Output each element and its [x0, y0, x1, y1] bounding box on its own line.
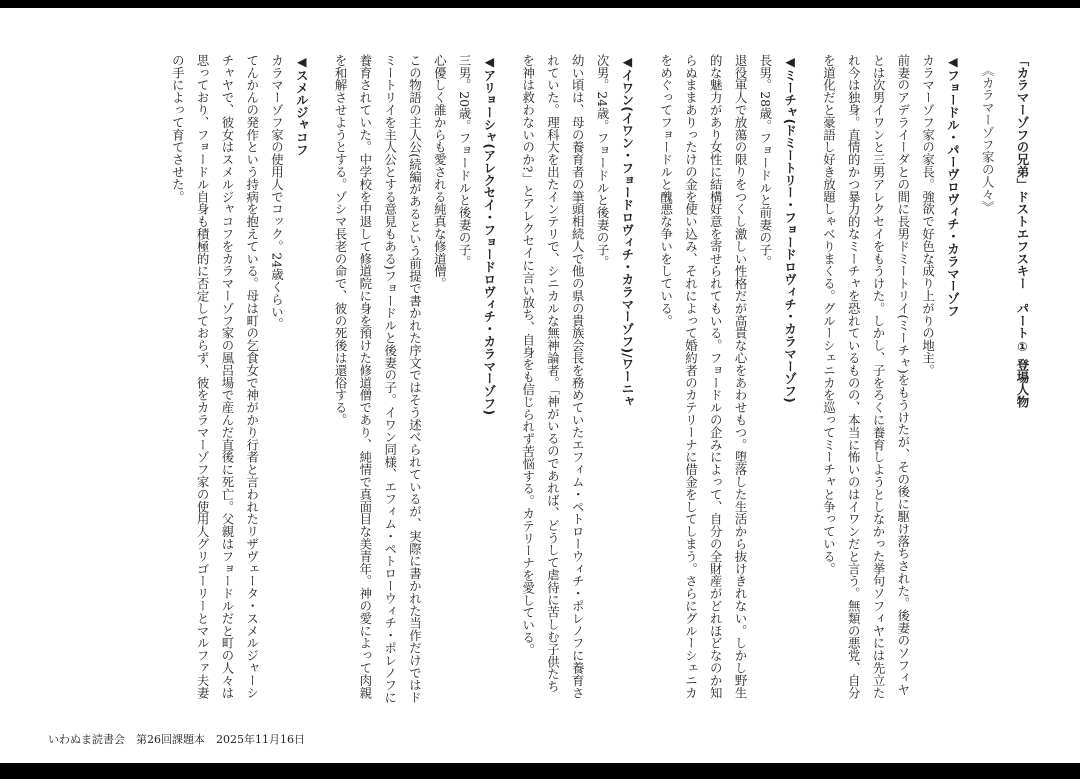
entry-heading-fyodor: ◀フョードル・パーヴロヴィチ・カラマーゾフ	[945, 54, 961, 317]
entry-line: 三男。20歳。フョードルと後妻の子。	[457, 54, 473, 269]
document-title: 「カラマーゾフの兄弟」ドストエフスキー パート① 登場人物	[1015, 54, 1030, 409]
entry-heading-smerdyakov: ◀スメルジャコフ	[294, 54, 310, 156]
entry-line: 前妻のアデライーダとの間に長男ドミートリイ(ミーチャ)をもうけたが、その後に駆け落ちされた。後妻のソフィヤとは次男イワンと三男アレクセイをもうけた。しかし、子をろくに養育しようとしなかった挙句ソフィヤには先立たれ今は独身。直情的かつ暴力的なミーチャを恐れているものの、本当に怖いのはイワンだと言う。無類の悪党、自分を道化だと豪語し好き放題しゃべりまくる。グルーシェニカを巡ってミーチャと争っている。	[821, 54, 911, 699]
entry-line: カラマーゾフ家の家長。強欲で好色な成り上がりの地主。	[920, 54, 936, 377]
section-heading: 《カラマーゾフ家の人々》	[980, 64, 996, 213]
page-footer: いわぬま読書会 第26回課題本 2025年11月16日	[48, 733, 305, 746]
entry-heading-alyosha: ◀アリョーシャ(アレクセイ・フョードロヴィチ・カラマーゾフ)	[481, 54, 497, 416]
entry-line: 退役軍人で放蕩の限りをつくし激しい性格だが高貴な心をあわせもつ。堕落した生活から抜けきれない。しかし野生的な魅力があり女性に結構好意を寄せられてもいる。フョードルの企みによって、自分の全財産がどれほどなのか知らぬままありったけの金を使い込み、それによって婚約者のカテリーナに借金をしてしまう。さらにグルーシェニカをめぐってフョードルと醜悪な争いをしている。	[658, 54, 749, 699]
entry-line: この物語の主人公(続編があるという前提で書かれた序文ではそう述べられているが、実際に書かれた当作だけではドミートリイを主人公とする意見もある)フョードルと後妻の子。イワン同様、エフィム・ペトローウィチ・ポレノフに養育されていた。中学校を中退して修道院に身を預けた修道僧であり、純情で真面目な美青年。神の愛によって肉親を和解させようとする。ゾシマ長老の命で、彼の死後は還俗する。	[333, 54, 423, 704]
entry-line: 長男。28歳。フョードルと前妻の子。	[757, 54, 773, 269]
entry-line: 幼い頃は、母の養育者の筆頭相続人で他の県の貴族会長を務めていたエフィム・ペトローウィチ・ポレノフに養育されていた。理科大を出たインテリで、シニカルな無神論者。「神がいるのであれば、どうして虐待に苦しむ子供たちを神は救わないのか?」とアレクセイに言い放ち、自身をも信じられず苦悩する。カテリーナを愛している。	[520, 54, 586, 699]
entry-heading-ivan: ◀イワン(イワン・フョードロヴィチ・カラマーゾフ)/ワーニャ	[619, 54, 635, 408]
entry-line: てんかんの発作という持病を抱えている。母は町の乞食女で神がかり行者と言われたリザヴェータ・スメルジャーシチャヤで、彼女はスメルジャコフをカラマーゾフ家の風呂場で産んだ直後に死亡。父親はフョードルだと町の人々は思っており、フョードル自身も積極的に否定しておらず、彼をカラマーゾフ家の使用人グリゴーリーとマルファ夫妻の手によって育てさせた。	[170, 54, 260, 699]
document-page	[0, 8, 1080, 763]
entry-line: 心優しく誰からも愛される純真な修道僧。	[432, 54, 448, 290]
entry-heading-mitya: ◀ミーチャ(ドミートリー・フョードロヴィチ・カラマーゾフ)	[782, 54, 798, 403]
entry-line: 次男。24歳。フョードルと後妻の子。	[595, 54, 611, 269]
vertical-text-body	[165, 54, 1035, 704]
entry-line: カラマーゾフ家の使用人でコック。24歳くらい。	[269, 54, 285, 331]
